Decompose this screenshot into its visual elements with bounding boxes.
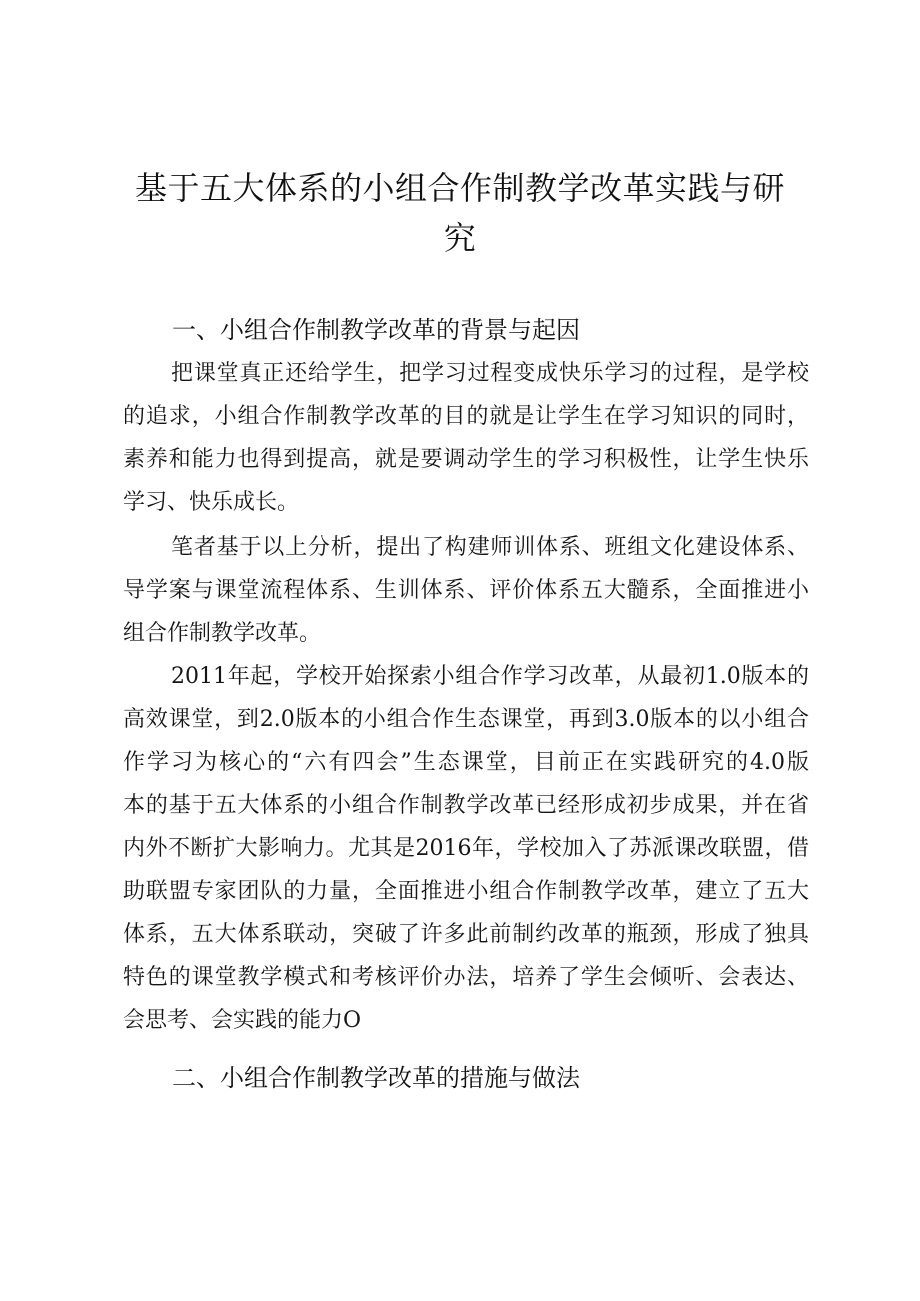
title-line-1: 基于五大体系的小组合作制教学改革实践与研 <box>134 169 785 207</box>
document-title <box>120 163 800 263</box>
section-heading-1: 一、小组合作制教学改革的背景与起因 <box>172 316 580 344</box>
paragraph-line: 的追求，小组合作制教学改革的目的就是让学生在学习知识的同时， <box>123 404 809 429</box>
paragraph-1 <box>123 352 809 524</box>
paragraph-line: 2011年起，学校开始探索小组合作学习改革，从最初1.0版本的 <box>171 664 809 689</box>
paragraph-line: 学习、快乐成长。 <box>123 490 300 515</box>
paragraph-2 <box>123 526 809 655</box>
paragraph-line: 笔者基于以上分析，提出了构建师训体系、班组文化建设体系、 <box>171 535 809 560</box>
paragraph-line: 本的基于五大体系的小组合作制教学改革已经形成初步成果，并在省 <box>123 793 809 818</box>
paragraph-line: 素养和能力也得到提高，就是要调动学生的学习积极性，让学生快乐 <box>123 447 809 472</box>
paragraph-line: 组合作制教学改革。 <box>123 621 322 646</box>
paragraph-line: 作学习为核心的“六有四会”生态课堂，目前正在实践研究的4.0版 <box>123 750 809 775</box>
paragraph-line: 特色的课堂教学模式和考核评价办法，培养了学生会倾听、会表达、 <box>123 965 809 990</box>
paragraph-line: 把课堂真正还给学生，把学习过程变成快乐学习的过程，是学校 <box>171 361 809 386</box>
section-heading-2: 二、小组合作制教学改革的措施与做法 <box>172 1064 580 1092</box>
title-line-2: 究 <box>443 219 477 257</box>
paragraph-line: 高效课堂，到2.0版本的小组合作生态课堂，再到3.0版本的以小组合 <box>123 707 809 732</box>
paragraph-line: 助联盟专家团队的力量，全面推进小组合作制教学改革，建立了五大 <box>123 879 809 904</box>
paragraph-line: 导学案与课堂流程体系、生训体系、评价体系五大髓系，全面推进小 <box>123 578 809 603</box>
paragraph-line: 会思考、会实践的能力O <box>123 1008 362 1033</box>
paragraph-line: 体系，五大体系联动，突破了许多此前制约改革的瓶颈，形成了独具 <box>123 922 809 947</box>
paragraph-line: 内外不断扩大影响力。尤其是2016年，学校加入了苏派课改联盟，借 <box>123 836 809 861</box>
paragraph-3 <box>123 655 809 1042</box>
